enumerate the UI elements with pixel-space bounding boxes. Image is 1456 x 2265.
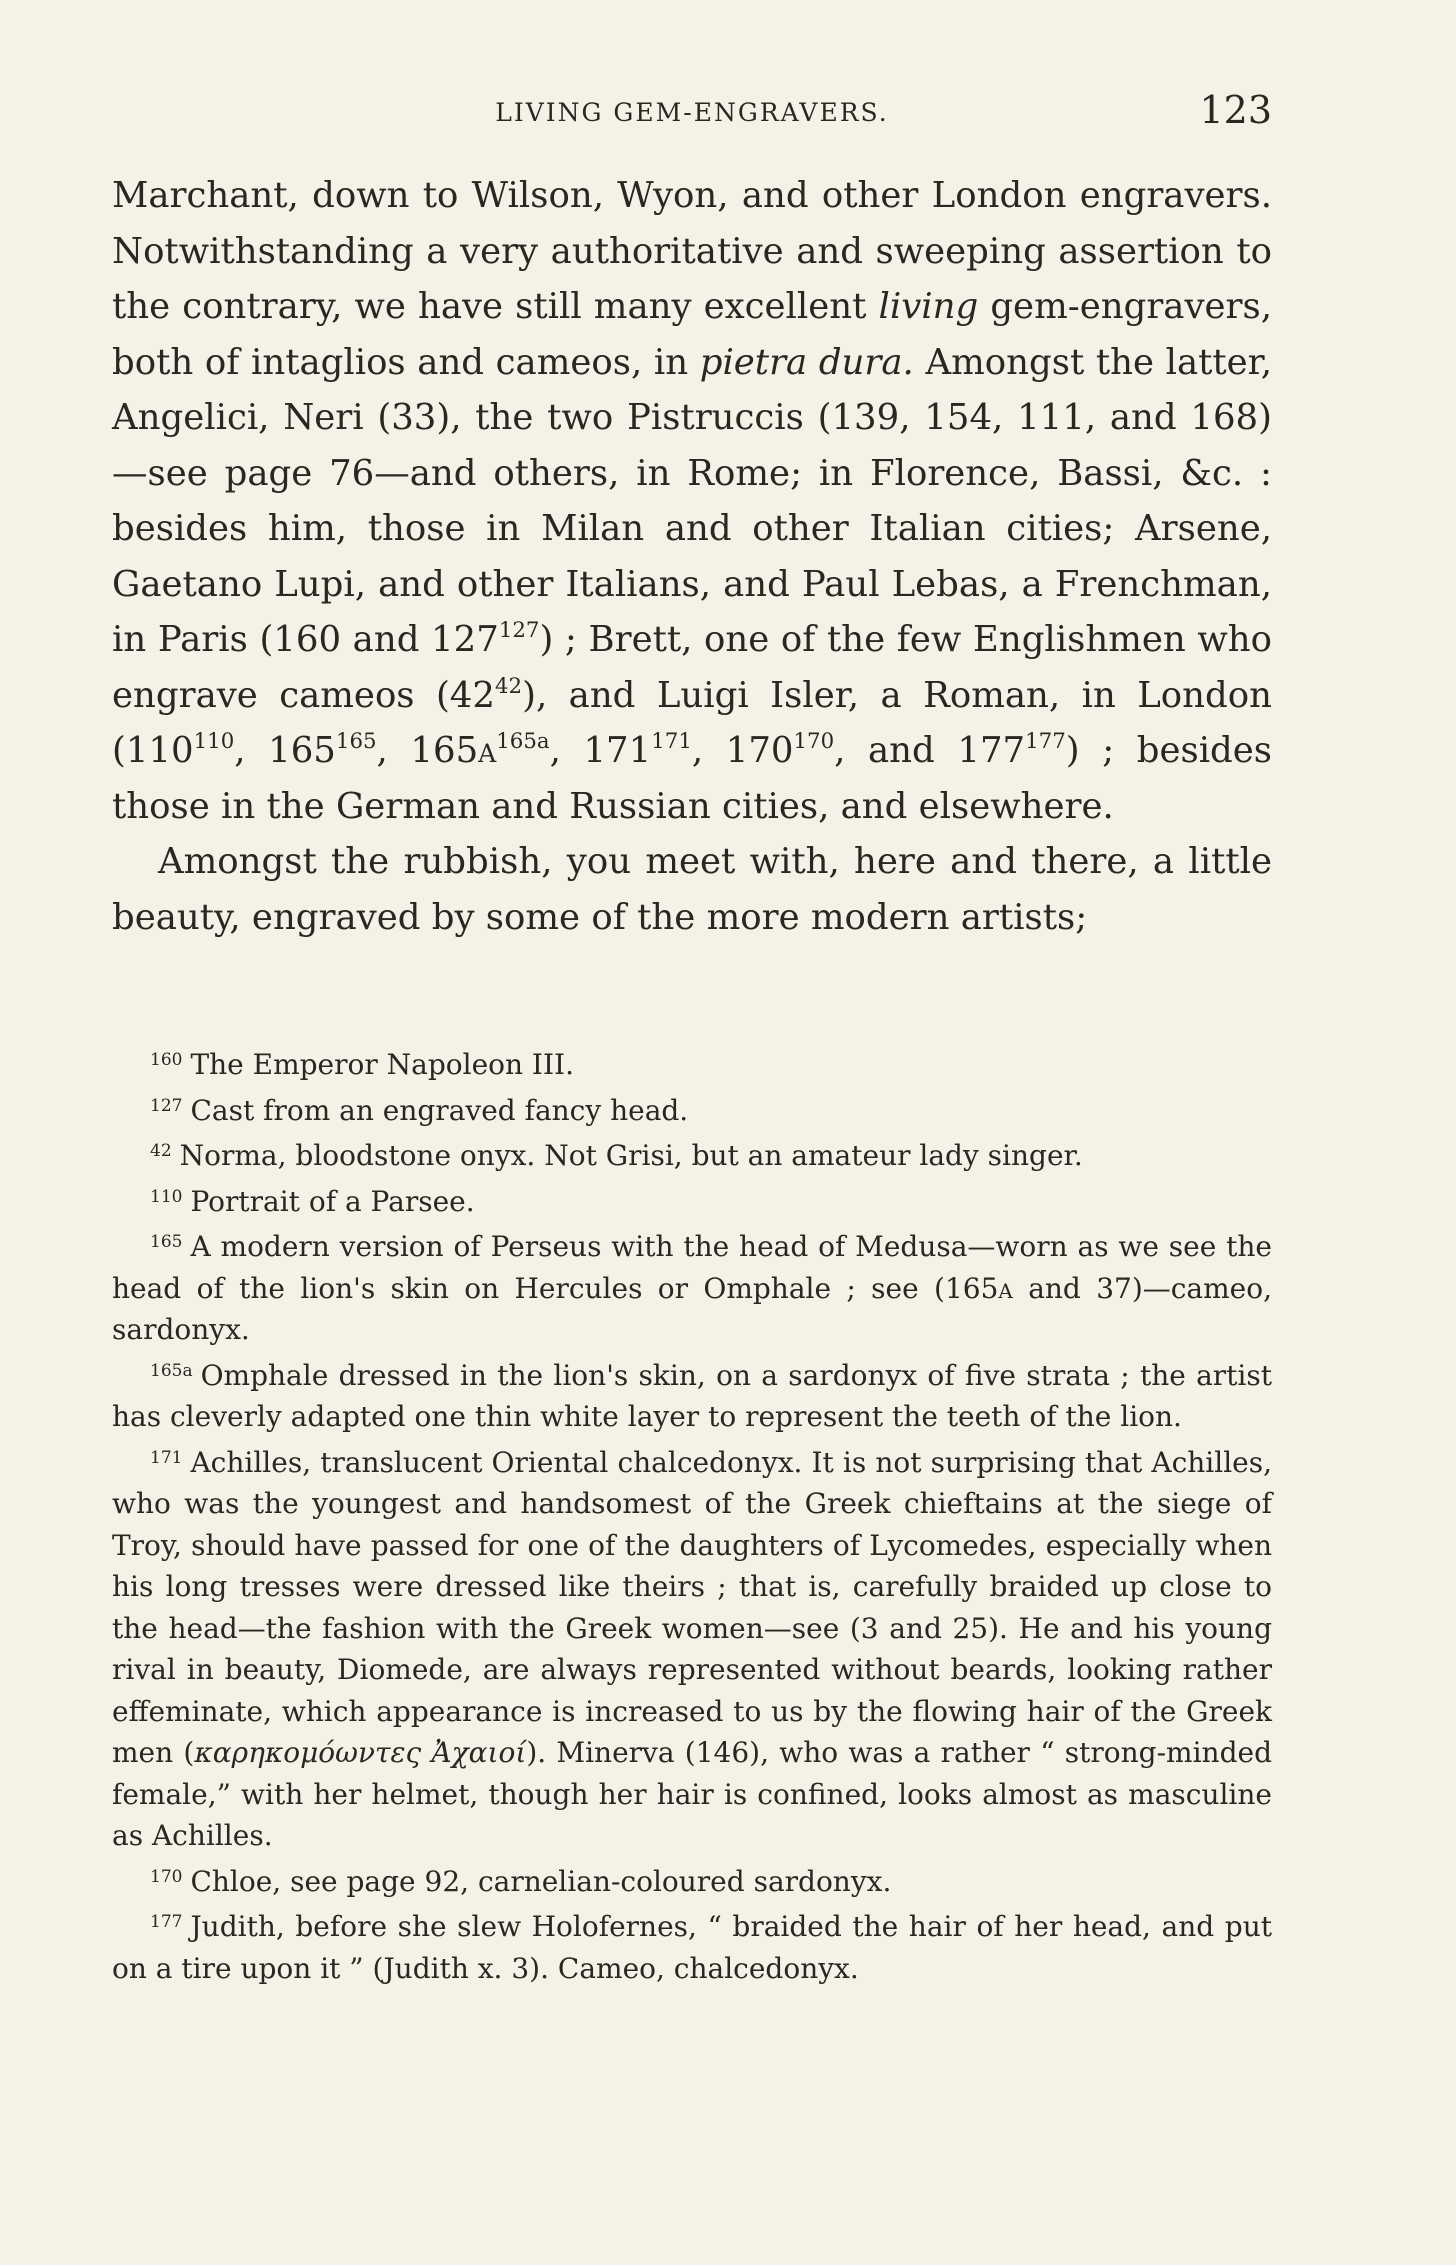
text-run: , 165 xyxy=(234,730,336,771)
footnote-text: Achilles, translucent Oriental chalcedonyx. It is not surprising that Achilles, who was the youngest and handsomest of the Greek chieftains at the siege of Troy, should have passed for one of the daughters of Lycomedes, especially when his long tresses were dressed like theirs ; that is, carefully braided up close to the head—the fashion with the Greek women—see (3 and 25). He and his young rival in beauty, Diomede, are always represented without beards, looking rather effeminate, which appearance is increased to us by the flowing hair of the Greek men ( xyxy=(112,1445,1272,1769)
footnote xyxy=(112,1222,1272,1351)
footnote-number: 171 xyxy=(150,1447,183,1468)
greek-quotation: καρηκομόωντες Ἀχαιοί xyxy=(194,1736,527,1769)
footnote xyxy=(112,1857,1272,1903)
text-run: gem-engravers, both of intaglios and cameos, in xyxy=(112,286,1272,383)
page-number: 123 xyxy=(1199,88,1272,132)
text-run: , and 177 xyxy=(834,730,1026,771)
footnote xyxy=(112,1086,1272,1132)
footnote-number: 165a xyxy=(150,1360,193,1381)
footnotes xyxy=(112,1040,1272,1989)
footnote-number: 170 xyxy=(150,1866,183,1887)
text-run: , 171 xyxy=(549,730,652,771)
footnote-number: 110 xyxy=(150,1186,183,1207)
footnote xyxy=(112,1438,1272,1857)
text-run: Marchant, down to Wilson, Wyon, and other London engravers. Notwithstanding a very authoritative and sweeping assertion to the contrary, we have still many excellent xyxy=(112,175,1272,327)
text-run: ) ; Brett, one of the few Englishmen who engrave cameos (42 xyxy=(112,619,1272,716)
footnote-text: Judith, before she slew Holofernes, “ braided the hair of her head, and put on a tire upon it ” (Judith x. 3). Cameo, chalcedonyx. xyxy=(112,1910,1272,1985)
footnote-ref: 165a xyxy=(496,729,550,754)
footnote-text: and 37)—cameo, sardonyx. xyxy=(112,1271,1273,1346)
text-run: , 165 xyxy=(376,730,479,771)
footnote-ref: 171 xyxy=(651,729,692,754)
footnote-text: Chloe, see page 92, carnelian-coloured sardonyx. xyxy=(190,1864,892,1898)
footnote xyxy=(112,1351,1272,1438)
footnote-number: 165 xyxy=(150,1232,183,1252)
footnote-number: 160 xyxy=(150,1050,183,1070)
page-header xyxy=(112,88,1272,136)
footnote-text: Omphale dressed in the lion's skin, on a sardonyx of five strata ; the artist has cleverly adapted one thin white layer to represent the teeth of the lion. xyxy=(112,1358,1272,1433)
footnote-number: 177 xyxy=(150,1912,183,1932)
text-run: ), and Luigi Isler, a Roman, in London (110 xyxy=(112,674,1273,771)
footnote-text: A modern version of Perseus with the head of Medusa—worn as we see the head of the lion's skin on Hercules or Omphale ; see (165 xyxy=(112,1230,1272,1305)
footnote xyxy=(112,1902,1272,1989)
footnote-ref: 127 xyxy=(498,618,540,643)
running-head: LIVING GEM-ENGRAVERS. xyxy=(495,98,889,127)
paragraph: Amongst the rubbish, you meet with, here and there, a little beauty, engraved by some of the more modern artists; xyxy=(112,841,1272,938)
footnote-ref: 165 xyxy=(335,729,377,754)
text-run: , 170 xyxy=(691,730,794,771)
footnote-ref: 170 xyxy=(793,729,835,754)
main-text xyxy=(112,168,1272,945)
paragraph xyxy=(112,168,1272,834)
footnote-ref: 177 xyxy=(1025,729,1066,754)
text-run: Amongst the latter, Angelici, Neri (33), the two Pistruccis (139, 154, 111, and 168)—see page 76—and others, in Rome; in Florence, Bassi, &c. : besides him, those in Milan and other Italian cities; Arsene, Gaetano Lupi, and other Italians, and Paul Lebas, a Frenchman, in Paris (160 and 127 xyxy=(112,341,1273,660)
italic-text: pietra dura. xyxy=(699,341,914,383)
footnote-text: The Emperor Napoleon III. xyxy=(190,1048,575,1081)
footnote xyxy=(112,1040,1272,1086)
text-run: ) ; besides those in the German and Russian cities, and elsewhere. xyxy=(112,730,1273,827)
footnote-text: ). Minerva (146), who was a rather “ strong-minded female,” with her helmet, though her hair is confined, looks almost as masculine as Achilles. xyxy=(112,1736,1273,1852)
small-caps-text: a xyxy=(998,1271,1013,1305)
footnote-number: 127 xyxy=(150,1095,183,1116)
small-caps-text: a xyxy=(478,730,497,771)
footnote-ref: 42 xyxy=(494,673,523,699)
footnote-text: Cast from an engraved fancy head. xyxy=(190,1093,689,1127)
italic-text: living xyxy=(878,286,979,327)
footnote-text: Portrait of a Parsee. xyxy=(190,1184,475,1218)
footnote xyxy=(112,1177,1272,1223)
footnote-ref: 110 xyxy=(193,729,235,754)
footnote xyxy=(112,1131,1272,1177)
footnote-number: 42 xyxy=(150,1141,172,1161)
footnote-text: Norma, bloodstone onyx. Not Grisi, but an amateur lady singer. xyxy=(179,1139,1083,1172)
